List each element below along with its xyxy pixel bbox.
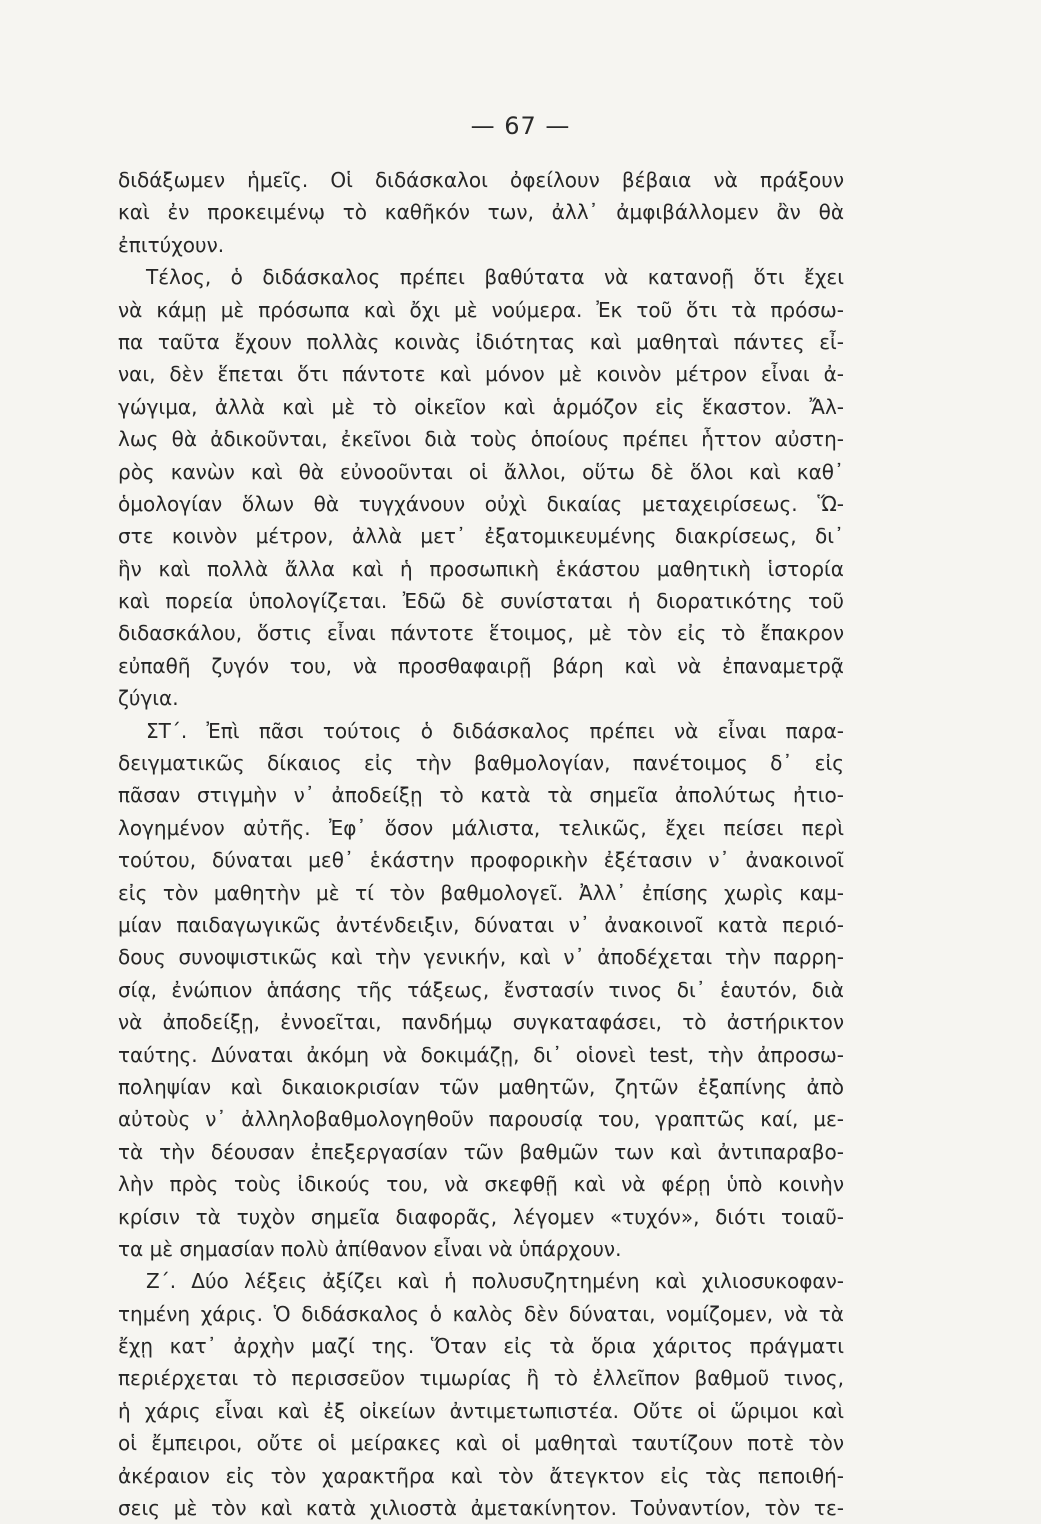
text-line: νὰ ἀποδείξῃ, ἐννοεῖται, πανδήμῳ συγκαταφάσει, τὸ ἀστήρικτον [118, 1010, 844, 1035]
text-line: ποληψίαν καὶ δικαιοκρισίαν τῶν μαθητῶν, ζητῶν ἐξαπίνης ἀπὸ [118, 1074, 844, 1099]
text-line: ρὸς κανὼν καὶ θὰ εὐνοοῦνται οἱ ἄλλοι, οὕτω δὲ ὅλοι καὶ καθ᾽ [118, 459, 844, 484]
text-line: πᾶσαν στιγμὴν ν᾽ ἀποδείξῃ τὸ κατὰ τὰ σημεῖα ἀπολύτως ἠτιο- [118, 783, 844, 808]
text-line: λὴν πρὸς τοὺς ἰδικούς του, νὰ σκεφθῇ καὶ νὰ φέρῃ ὑπὸ κοινὴν [118, 1172, 844, 1197]
text-line: δους συνοψιστικῶς καὶ τὴν γενικήν, καὶ ν᾽ ἀποδέχεται τὴν παρρη- [118, 945, 844, 970]
body-text [118, 164, 844, 1524]
text-line: τούτου, δύναται μεθ᾽ ἑκάστην προφορικὴν ἐξέτασιν ν᾽ ἀνακοινοῖ [118, 848, 844, 873]
text-line: Τέλος, ὁ διδάσκαλος πρέπει βαθύτατα νὰ κατανοῇ ὅτι ἔχει [146, 265, 844, 290]
text-line: ναι, δὲν ἕπεται ὅτι πάντοτε καὶ μόνον μὲ κοινὸν μέτρον εἶναι ἀ- [118, 362, 844, 387]
text-line: μίαν παιδαγωγικῶς ἀντένδειξιν, δύναται ν᾽ ἀνακοινοῖ κατὰ περιό- [118, 912, 844, 937]
text-line: περιέρχεται τὸ περισσεῦον τιμωρίας ἢ τὸ ἐλλεῖπον βαθμοῦ τινος, [118, 1366, 844, 1391]
text-line: λως θὰ ἀδικοῦνται, ἐκεῖνοι διὰ τοὺς ὁποίους πρέπει ἧττον αὐστη- [118, 427, 844, 452]
text-line: ἣν καὶ πολλὰ ἄλλα καὶ ἡ προσωπικὴ ἑκάστου μαθητικὴ ἱστορία [118, 556, 844, 581]
text-line: νὰ κάμῃ μὲ πρόσωπα καὶ ὄχι μὲ νούμερα. Ἐκ τοῦ ὅτι τὰ πρόσω- [118, 297, 844, 322]
text-line: πα ταῦτα ἔχουν πολλὰς κοινὰς ἰδιότητας καὶ μαθηταὶ πάντες εἶ- [118, 329, 844, 354]
text-line: ἐπιτύχουν. [118, 232, 225, 257]
text-line: διδασκάλου, ὅστις εἶναι πάντοτε ἕτοιμος, μὲ τὸν εἰς τὸ ἔπακρον [118, 621, 844, 646]
text-line: κρίσιν τὰ τυχὸν σημεῖα διαφορᾶς, λέγομεν «τυχόν», διότι τοιαῦ- [118, 1204, 844, 1229]
text-line: τημένη χάρις. Ὁ διδάσκαλος ὁ καλὸς δὲν δύναται, νομίζομεν, νὰ τὰ [118, 1301, 844, 1326]
text-line: εὐπαθῆ ζυγόν του, νὰ προσθαφαιρῇ βάρη καὶ νὰ ἐπαναμετρᾷ [118, 653, 844, 678]
text-line: γώγιμα, ἀλλὰ καὶ μὲ τὸ οἰκεῖον καὶ ἁρμόζον εἰς ἕκαστον. Ἄλ- [118, 394, 844, 419]
text-line: τα μὲ σημασίαν πολὺ ἀπίθανον εἶναι νὰ ὑπάρχουν. [118, 1236, 622, 1261]
text-line: καὶ ἐν προκειμένῳ τὸ καθῆκόν των, ἀλλ᾽ ἀμφιβάλλομεν ἂν θὰ [118, 200, 844, 225]
text-line: ὁμολογίαν ὅλων θὰ τυγχάνουν οὐχὶ δικαίας μεταχειρίσεως. Ὥ- [118, 491, 844, 516]
text-line: αὐτοὺς ν᾽ ἀλληλοβαθμολογηθοῦν παρουσίᾳ του, γραπτῶς καί, με- [118, 1107, 844, 1132]
text-line: διδάξωμεν ἡμεῖς. Οἱ διδάσκαλοι ὀφείλουν βέβαια νὰ πράξουν [118, 168, 844, 192]
text-line: ἔχῃ κατ᾽ ἀρχὴν μαζί της. Ὅταν εἰς τὰ ὅρια χάριτος πράγματι [118, 1334, 844, 1359]
text-line: Ζ΄. Δύο λέξεις ἀξίζει καὶ ἡ πολυσυζητημένη καὶ χιλιοσυκοφαν- [146, 1269, 844, 1294]
text-line: σεις μὲ τὸν καὶ κατὰ χιλιοστὰ ἀμετακίνητον. Τοὐναντίον, τὸν τε- [118, 1496, 844, 1521]
text-line: οἱ ἔμπειροι, οὔτε οἱ μείρακες καὶ οἱ μαθηταὶ ταυτίζουν ποτὲ τὸν [118, 1431, 844, 1456]
text-line: ἀκέραιον εἰς τὸν χαρακτῆρα καὶ τὸν ἄτεγκτον εἰς τὰς πεποιθή- [118, 1463, 844, 1488]
text-line: ἡ χάρις εἶναι καὶ ἐξ οἰκείων ἀντιμετωπιστέα. Οὔτε οἱ ὥριμοι καὶ [118, 1398, 844, 1423]
text-line: στε κοινὸν μέτρον, ἀλλὰ μετ᾽ ἐξατομικευμένης διακρίσεως, δι᾽ [118, 524, 844, 549]
text-line: ταύτης. Δύναται ἀκόμη νὰ δοκιμάζῃ, δι᾽ οἱονεὶ test, τὴν ἀπροσω- [118, 1042, 844, 1067]
text-line: ζύγια. [118, 686, 179, 711]
text-line: λογημένον αὐτῆς. Ἐφ᾽ ὅσον μάλιστα, τελικῶς, ἔχει πείσει περὶ [118, 815, 844, 840]
text-line: καὶ πορεία ὑπολογίζεται. Ἐδῶ δὲ συνίσταται ἡ διορατικότης τοῦ [118, 589, 844, 614]
text-line: εἰς τὸν μαθητὴν μὲ τί τὸν βαθμολογεῖ. Ἀλλ᾽ ἐπίσης χωρὶς καμ- [118, 880, 844, 905]
text-line: δειγματικῶς δίκαιος εἰς τὴν βαθμολογίαν, πανέτοιμος δ᾽ εἰς [118, 751, 844, 776]
text-line: τὰ τὴν δέουσαν ἐπεξεργασίαν τῶν βαθμῶν των καὶ ἀντιπαραβο- [118, 1139, 844, 1164]
text-line: ΣΤ΄. Ἐπὶ πᾶσι τούτοις ὁ διδάσκαλος πρέπει νὰ εἶναι παρα- [146, 718, 844, 743]
text-line: σίᾳ, ἐνώπιον ἁπάσης τῆς τάξεως, ἔνστασίν τινος δι᾽ ἑαυτόν, διὰ [118, 977, 844, 1002]
page-number: — 67 — [470, 112, 571, 140]
